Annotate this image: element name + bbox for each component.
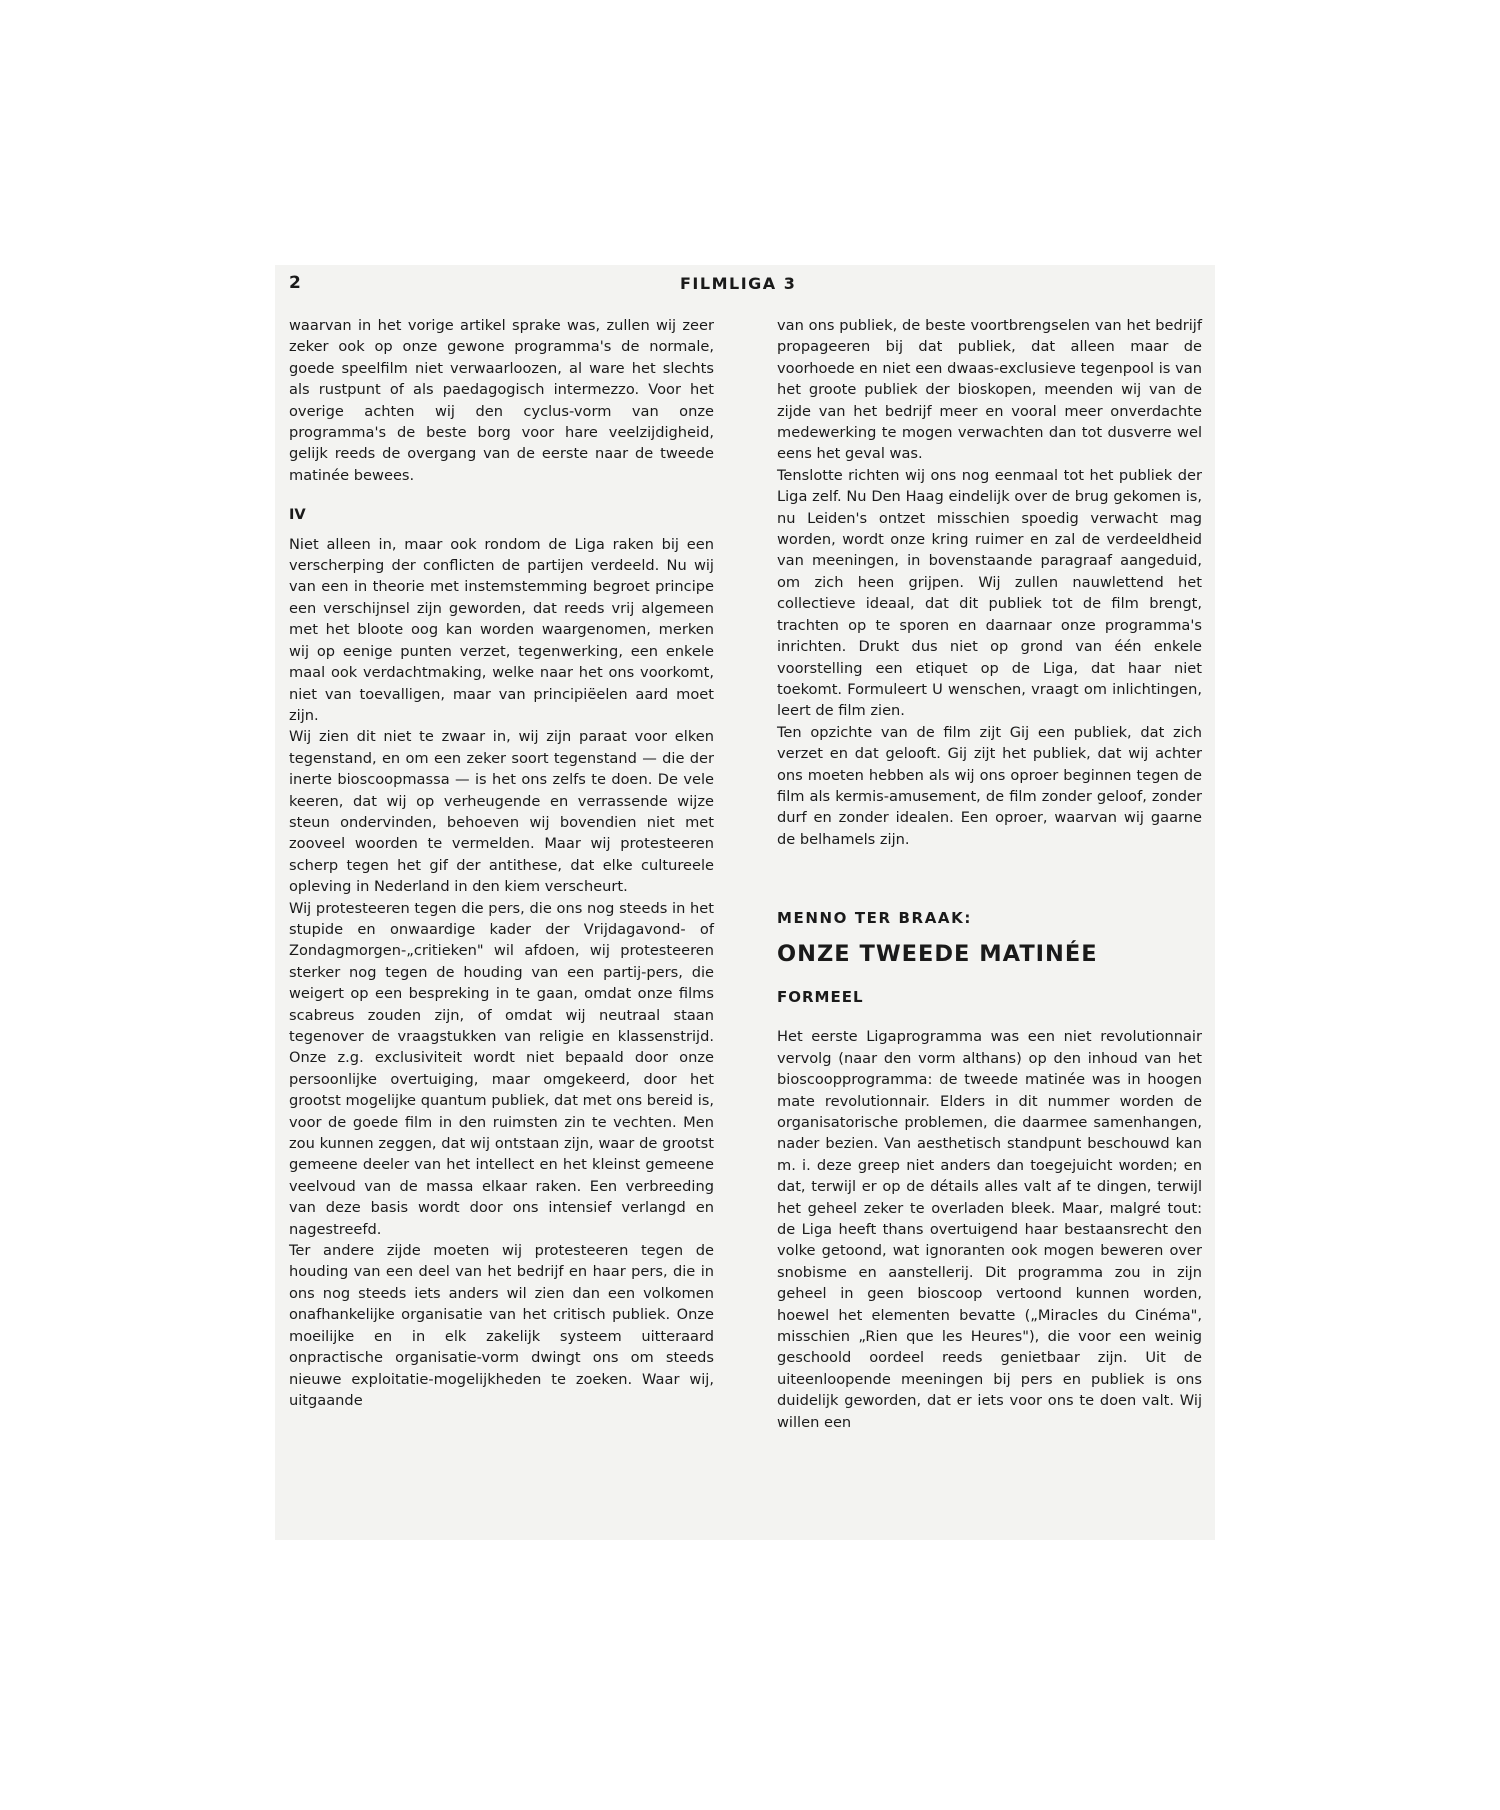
paragraph: Wij zien dit niet te zwaar in, wij zijn paraat voor elken tegenstand, en om een zeker soort tegenstand — die der inerte bioscoopmassa — is het ons zelfs te doen. De vele keeren, dat wij op verheugende en verrassende wijze steun ondervinden, behoeven wij bovendien niet met zooveel woorden te vermelden. Maar wij protesteeren scherp tegen het gif der antithese, dat elke cultureele opleving in Nederland in den kiem verscheurt. xyxy=(289,728,714,896)
article-title: ONZE TWEEDE MATINÉE xyxy=(777,940,1098,967)
paragraph: Tenslotte richten wij ons nog eenmaal tot het publiek der Liga zelf. Nu Den Haag eindelijk over de brug gekomen is, nu Leiden's ontzet misschien spoedig verwacht mag worden, wordt onze kring ruimer en zal de verdeeldheid van meeningen, in bovenstaande paragraaf aangeduid, om zich heen grijpen. Wij zullen nauwlettend het collectieve ideaal, dat dit publiek tot de film brengt, trachten op te sporen en daarnaar onze programma's inrichten. Drukt dus niet op grond van één enkele voorstelling een etiquet op de Liga, dat haar niet toekomt. Formuleert U wenschen, vraagt om inlichtingen, leert de film zien. xyxy=(777,466,1202,720)
running-title: FILMLIGA 3 xyxy=(680,274,797,293)
paragraph: Het eerste Ligaprogramma was een niet revolutionnair vervolg (naar den vorm althans) op den inhoud van het bioscoopprogramma: de tweede matinée was in hoogen mate revolutionnair. Elders in dit nummer worden de organisatorische problemen, die daarmee samenhangen, nader bezien. Van aesthetisch standpunt beschouwd kan m. i. deze greep niet anders dan toegejuicht worden; en dat, terwijl er op de détails alles valt af te dingen, terwijl het geheel zeker te overladen bleek. Maar, malgré tout: de Liga heeft thans overtuigend haar bestaansrecht den volke getoond, wat ignoranten ook mogen beweren over snobisme en aanstellerij. Dit programma zou in zijn geheel in geen bioscoop vertoond kunnen worden, hoewel het elementen bevatte („Miracles du Cinéma", misschien „Rien que les Heures"), die voor een weinig geschoold oordeel reeds genietbaar zijn. Uit de uiteenloopende meeningen bij pers en publiek is ons duidelijk geworden, dat er iets voor ons te doen valt. Wij willen een xyxy=(777,1028,1202,1431)
article-author: MENNO TER BRAAK: xyxy=(777,909,972,928)
magazine-page xyxy=(275,265,1215,1540)
paragraph: Ten opzichte van de film zijt Gij een publiek, dat zich verzet en dat gelooft. Gij zijt het publiek, dat wij achter ons moeten hebben als wij ons oproer beginnen tegen de film als kermis-amusement, de film zonder geloof, zonder durf en zonder idealen. Een oproer, waarvan wij gaarne de belhamels zijn. xyxy=(777,723,1202,848)
left-column xyxy=(289,315,714,1411)
paragraph: waarvan in het vorige artikel sprake was, zullen wij zeer zeker ook op onze gewone programma's de normale, goede speelfilm niet verwaarloozen, al ware het slechts als rustpunt of als paedagogisch intermezzo. Voor het overige achten wij den cyclus-vorm van onze programma's de beste borg voor hare veelzijdigheid, gelijk reeds de overgang van de eerste naar de tweede matinée bewees. xyxy=(289,317,714,484)
paragraph: Ter andere zijde moeten wij protesteeren tegen de houding van een deel van het bedrijf en haar pers, die in ons nog steeds iets anders wil zien dan een volkomen onafhankelijke organisatie van het critisch publiek. Onze moeilijke en in elk zakelijk systeem uitteraard onpractische organisatie-vorm dwingt ons om steeds nieuwe exploitatie-mogelijkheden te zoeken. Waar wij, uitgaande xyxy=(289,1242,714,1409)
section-heading: IV xyxy=(289,506,306,524)
paragraph: Wij protesteeren tegen die pers, die ons nog steeds in het stupide en onwaardige kader der Vrijdagavond- of Zondagmorgen-„critieken" wil afdoen, wij protesteeren sterker nog tegen de houding van een partij-pers, die weigert op een bespreking in te gaan, omdat onze films scabreus zouden zijn, of omdat wij neutraal staan tegenover de vraagstukken van religie en klassenstrijd. Onze z.g. exclusiviteit wordt niet bepaald door onze persoonlijke overtuiging, maar omgekeerd, door het grootst mogelijke quantum publiek, dat met ons bereid is, voor de goede film in den ruimsten zin te vechten. Men zou kunnen zeggen, dat wij ontstaan zijn, waar de grootst gemeene deeler van het intellect en het kleinst gemeene veelvoud van de massa elkaar raken. Een verbreeding van deze basis wordt door ons intensief verlangd en nagestreefd. xyxy=(289,899,714,1238)
article-subheading: FORMEEL xyxy=(777,987,864,1006)
page-header xyxy=(275,265,1215,301)
paragraph: Niet alleen in, maar ook rondom de Liga raken bij een verscherping der conflicten de partijen verdeeld. Nu wij van een in theorie met instemstemming begroet principe een verschijnsel zijn geworden, dat reeds vrij algemeen met het bloote oog kan worden waargenomen, merken wij op eenige punten verzet, tegenwerking, een enkele maal ook verdachtmaking, welke naar het ons voorkomt, niet van toevalligen, maar van principiëelen aard moet zijn. xyxy=(289,535,714,724)
page-number: 2 xyxy=(289,273,301,293)
spacer xyxy=(777,850,1202,908)
paragraph: van ons publiek, de beste voortbrengselen van het bedrijf propageeren bij dat publiek, dat alleen maar de voorhoede en niet een dwaas-exclusieve tegenpool is van het groote publiek der bioskopen, meenden wij van de zijde van het bedrijf meer en vooral meer onverdachte medewerking te mogen verwachten dan tot dusverre wel eens het geval was. xyxy=(777,317,1202,463)
right-column xyxy=(777,315,1202,1433)
